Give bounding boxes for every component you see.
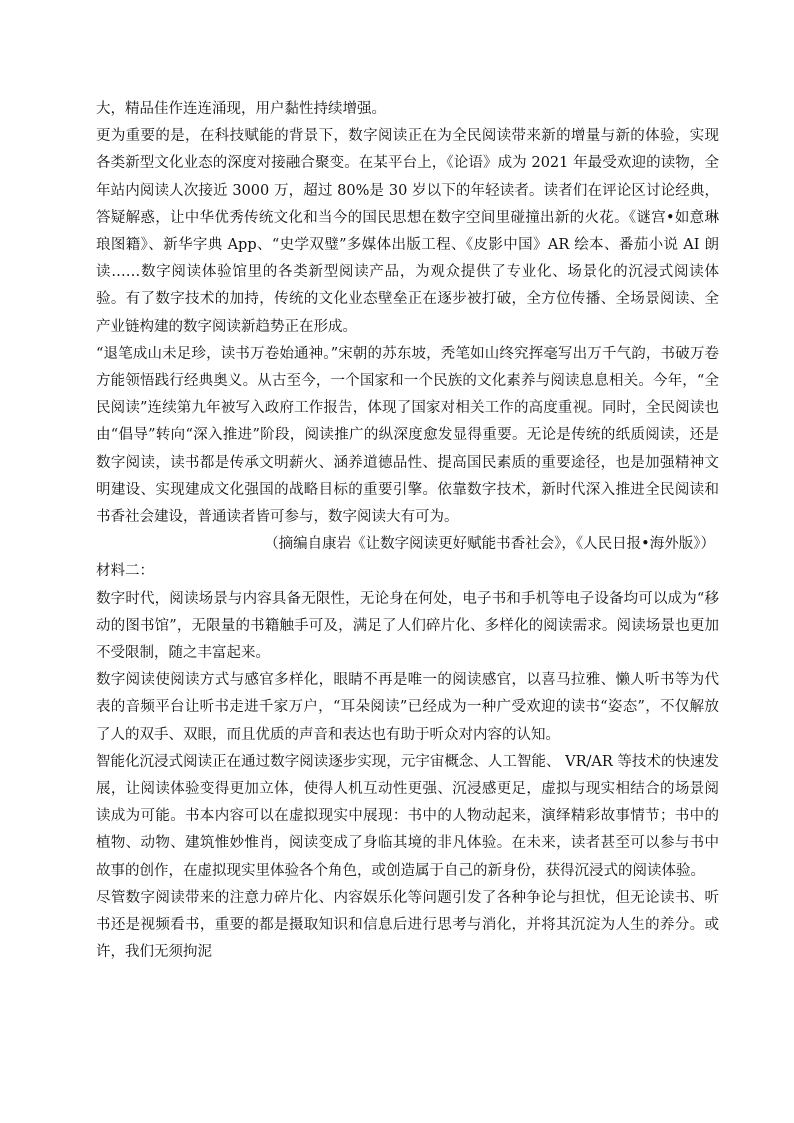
paragraph: 数字时代，阅读场景与内容具备无限性，无论身在何处，电子书和手机等电子设备均可以成为“移动的图书馆”，无限量的书籍触手可及，满足了人们碎片化、多样化的阅读需求。阅读场景也更加不受限制，随之丰富起来。 (96, 590, 719, 662)
source-citation: （摘编自康岩《让数字阅读更好赋能书香社会》，《人民日报•海外版》） (264, 536, 715, 553)
paragraph: 大，精品佳作连连涌现，用户黏性持续增强。 (96, 101, 386, 117)
material-label: 材料二： (96, 563, 154, 580)
paragraph: “退笔成山未足珍，读书万卷始通神。”宋朝的苏东坡，秃笔如山终究挥毫写出万千气韵，书破万卷方能领悟践行经典奥义。从古至今，一个国家和一个民族的文化素养与阅读息息相关。今年，“全民阅读”连续第九年被写入政府工作报告，体现了国家对相关工作的高度重视。同时，全民阅读也由“倡导”转向“深入推进”阶段，阅读推广的纵深度愈发显得重要。无论是传统的纸质阅读，还是数字阅读，读书都是传承文明薪火、涵养道德品性、提高国民素质的重要途径，也是加强精神文明建设、实现建成文化强国的战略目标的重要引擎。依靠数字技术，新时代深入推进全民阅读和书香社会建设，普通读者皆可参与，数字阅读大有可为。 (96, 345, 719, 526)
paragraph: 数字阅读使阅读方式与感官多样化，眼睛不再是唯一的阅读感官，以喜马拉雅、懒人听书等为代表的音频平台让听书走进千家万户，“耳朵阅读”已经成为一种广受欢迎的读书“姿态”，不仅解放了人的双手、双眼，而且优质的声音和表达也有助于听众对内容的认知。 (96, 672, 719, 743)
paragraph: 智能化沉浸式阅读正在通过数字阅读逐步实现，元宇宙概念、人工智能、 VR/AR 等技术的快速发展，让阅读体验变得更加立体，使得人机互动性更强、沉浸感更足，虚拟与现实相结合的场景阅读成为可能。书本内容可以在虚拟现实中展现：书中的人物动起来，演绎精彩故事情节；书中的植物、动物、建筑惟妙惟肖，阅读变成了身临其境的非凡体验。在未来，读者甚至可以参与书中故事的创作，在虚拟现实里体验各个角色，或创造属于自己的新身份，获得沉浸式的阅读体验。 (96, 753, 719, 879)
paragraph: 更为重要的是，在科技赋能的背景下，数字阅读正在为全民阅读带来新的增量与新的体验，实现各类新型文化业态的深度对接融合聚变。在某平台上，《论语》成为 2021 年最受欢迎的读物，全年站内阅读人次接近 3000 万，超过 80%是 30 岁以下的年轻读者。读者们在评论区讨论经典，答疑解惑，让中华优秀传统文化和当今的国民思想在数字空间里碰撞出新的火花。《谜宫•如意琳琅图籍》、新华字典 App、“史学双璧”多媒体出版工程、《皮影中国》AR 绘本、番茄小说 AI 朗读……数字阅读体验馆里的各类新型阅读产品，为观众提供了专业化、场景化的沉浸式阅读体验。有了数字技术的加持，传统的文化业态壁垒正在逐步被打破，全方位传播、全场景阅读、全产业链构建的数字阅读新趋势正在形成。 (96, 128, 719, 335)
document-page (96, 96, 719, 967)
paragraph: 尽管数字阅读带来的注意力碎片化、内容娱乐化等问题引发了各种争论与担忧，但无论读书、听书还是视频看书，重要的都是摄取知识和信息后进行思考与消化，并将其沉淀为人生的养分。或许，我们无须拘泥 (96, 889, 719, 961)
